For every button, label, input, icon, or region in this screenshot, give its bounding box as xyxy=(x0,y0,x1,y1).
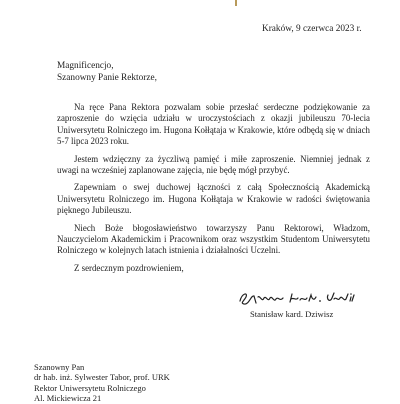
recipient-address xyxy=(34,362,170,404)
address-line-2: dr hab. inż. Sylwester Tabor, prof. URK xyxy=(34,372,170,383)
letter-body xyxy=(57,102,370,280)
paragraph-blessing: Niech Boże błogosławieństwo towarzyszy Panu Rektorowi, Władzom, Nauczycielom Akademickim i Pracownikom oraz wszystkim Studentom Uniwersytetu Rolniczego w kolejnych latach istnienia i działalności Uczelni. xyxy=(57,222,370,256)
paragraph-closing: Z serdecznym pozdrowieniem, xyxy=(74,262,184,273)
address-line-3: Rektor Uniwersytetu Rolniczego xyxy=(34,382,146,393)
salutation xyxy=(57,60,157,84)
signer-name: Stanisław kard. Dziwisz xyxy=(250,309,334,319)
letter-date: Kraków, 9 czerwca 2023 r. xyxy=(262,24,362,34)
salutation-line-1: Magnificencjo, xyxy=(57,61,114,71)
handwritten-signature xyxy=(236,289,366,307)
salutation-line-2: Szanowny Panie Rektorze, xyxy=(57,73,157,83)
address-line-4: Al. Mickiewicza 21 xyxy=(34,393,102,404)
paragraph-regret: Jestem wdzięczny za życzliwą pamięć i miłe zaproszenie. Niemniej jednak z uwagi na wcześniej zaplanowane zajęcia, nie będę mógł przybyć. xyxy=(57,153,370,176)
crest-icon xyxy=(233,0,239,6)
paragraph-thanks: Na ręce Pana Rektora pozwalam sobie przesłać serdeczne podziękowanie za zaproszenie do wzięcia udziału w uroczystościach z okazji jubileuszu 70-lecia Uniwersytetu Rolniczego im. Hugona Kołłątaja w Krakowie, które odbędą się w dniach 5-7 lipca 2023 roku. xyxy=(57,102,370,147)
paragraph-unity: Zapewniam o swej duchowej łączności z całą Społecznością Akademicką Uniwersytetu Rolniczego im. Hugona Kołłątaja w Krakowie w radości świętowania pięknego Jubileuszu. xyxy=(57,182,370,216)
address-line-1: Szanowny Pan xyxy=(34,362,85,372)
